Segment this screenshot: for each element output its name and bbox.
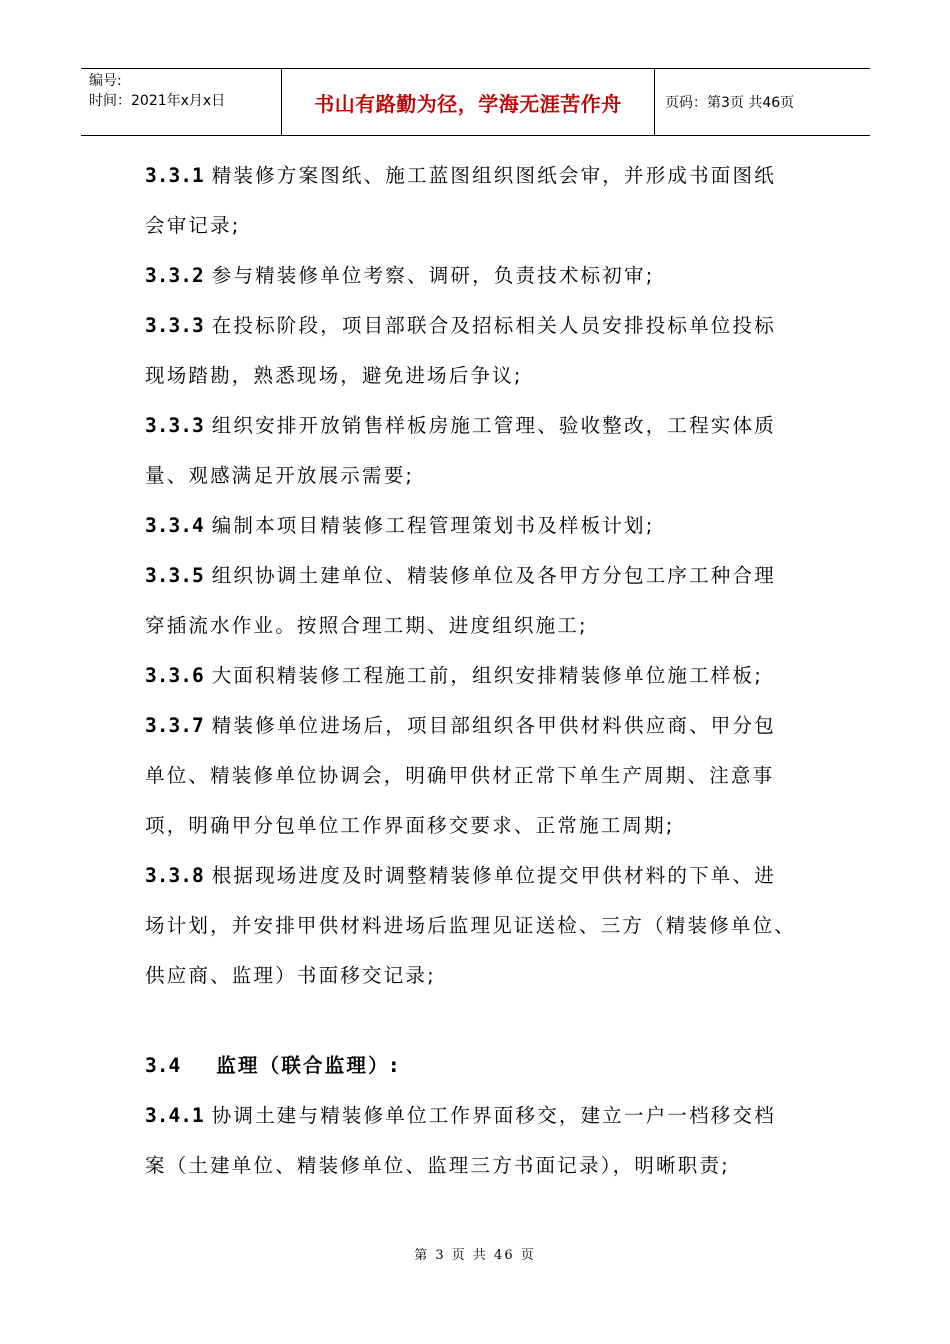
clause-text: 监理（联合监理）: [216, 1054, 400, 1077]
clause-number: 3.3.7 [145, 714, 204, 737]
clause-number: 3.3.5 [145, 564, 204, 587]
clause-number: 3.4 [145, 1054, 181, 1077]
clause-number: 3.4.1 [145, 1104, 204, 1127]
body-line [145, 410, 776, 442]
clause-text: 场计划，并安排甲供材料进场后监理见证送检、三方（精装修单位、 [145, 914, 797, 937]
clause-text: 会审记录; [145, 214, 241, 237]
body-line [145, 260, 654, 292]
clause-text: 组织协调土建单位、精装修单位及各甲方分包工序工种合理 [211, 564, 776, 587]
header-motto: 书山有路勤为径，学海无涯苦作舟 [282, 69, 655, 135]
clause-text: 案（土建单位、精装修单位、监理三方书面记录），明晰职责; [145, 1154, 730, 1177]
clause-text: 大面积精装修工程施工前，组织安排精装修单位施工样板; [211, 664, 763, 687]
clause-text: 精装修方案图纸、施工蓝图组织图纸会审，并形成书面图纸 [211, 164, 776, 187]
document-date: 时间：2021年x月x日 [89, 93, 226, 109]
clause-text: 单位、精装修单位协调会，明确甲供材正常下单生产周期、注意事 [145, 764, 775, 787]
body-line [145, 510, 654, 542]
clause-text: 组织安排开放销售样板房施工管理、验收整改，工程实体质 [211, 414, 776, 437]
body-line [145, 610, 588, 642]
body-line [145, 860, 776, 892]
header-meta [81, 69, 282, 135]
clause-text: 供应商、监理）书面移交记录; [145, 964, 436, 987]
body-line [145, 1150, 730, 1182]
header-page-info: 页码：第3页 共46页 [665, 95, 795, 111]
clause-number: 3.3.4 [145, 514, 204, 537]
clause-text: 参与精装修单位考察、调研，负责技术标初审; [211, 264, 655, 287]
clause-text: 项，明确甲分包单位工作界面移交要求、正常施工周期; [145, 814, 675, 837]
clause-text: 量、观感满足开放展示需要; [145, 464, 415, 487]
body-line [145, 910, 796, 942]
body-line [145, 560, 776, 592]
body-line [145, 210, 241, 242]
clause-text: 在投标阶段，项目部联合及招标相关人员安排投标单位投标 [211, 314, 776, 337]
body-line [145, 810, 675, 842]
body-line [145, 460, 414, 492]
clause-number: 3.3.8 [145, 864, 204, 887]
clause-number: 3.3.3 [145, 314, 204, 337]
clause-text: 现场踏勘，熟悉现场，避免进场后争议; [145, 364, 523, 387]
page-footer: 第 3 页 共 46 页 [414, 1248, 536, 1263]
body-line [145, 660, 763, 692]
clause-text: 穿插流水作业。按照合理工期、进度组织施工; [145, 614, 588, 637]
body-line [145, 360, 523, 392]
clause-text: 编制本项目精装修工程管理策划书及样板计划; [211, 514, 655, 537]
body-line [145, 960, 436, 992]
clause-text: 精装修单位进场后，项目部组织各甲供材料供应商、甲分包 [211, 714, 776, 737]
body-line [145, 710, 776, 742]
clause-number: 3.3.2 [145, 264, 204, 287]
body-line [145, 760, 774, 792]
clause-text: 根据现场进度及时调整精装修单位提交甲供材料的下单、进 [211, 864, 776, 887]
body-line [145, 310, 776, 342]
body-line [145, 1100, 776, 1132]
document-number-label: 编号: [89, 73, 122, 89]
body-line [145, 160, 776, 192]
section-heading [145, 1050, 400, 1082]
document-header [81, 68, 870, 136]
clause-number: 3.3.6 [145, 664, 204, 687]
clause-number: 3.3.1 [145, 164, 204, 187]
clause-number: 3.3.3 [145, 414, 204, 437]
clause-text: 协调土建与精装修单位工作界面移交，建立一户一档移交档 [211, 1104, 776, 1127]
